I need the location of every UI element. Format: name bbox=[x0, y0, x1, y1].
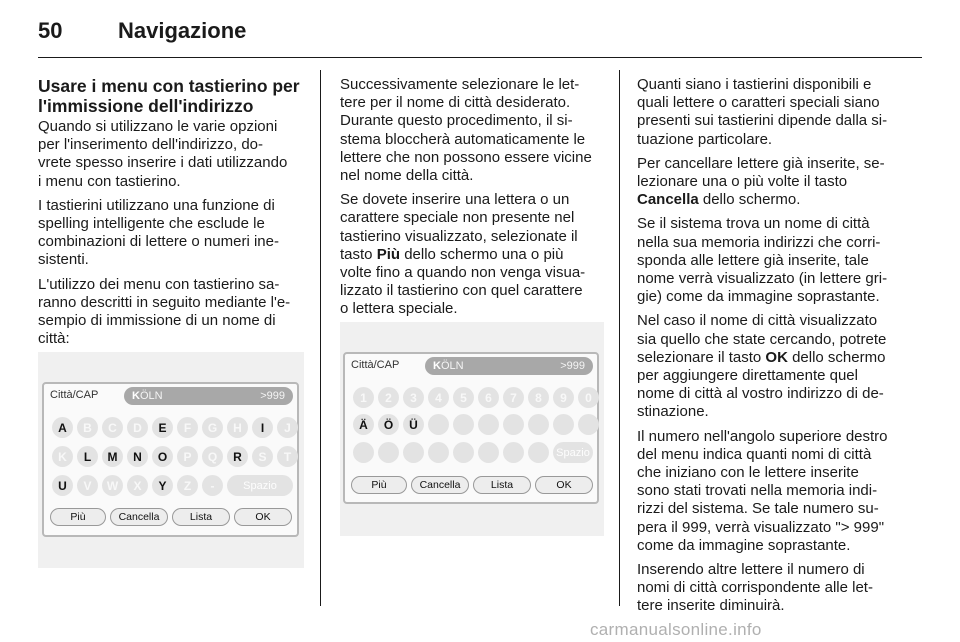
keypad-key[interactable]: V bbox=[77, 475, 98, 496]
keypad-key[interactable]: G bbox=[202, 417, 223, 438]
column-3 bbox=[637, 76, 903, 622]
text-line: per l'inserimento dell'indirizzo, do- bbox=[38, 136, 263, 154]
keypad-key[interactable]: B bbox=[77, 417, 98, 438]
text-line: sistenti. bbox=[38, 251, 89, 269]
text-line: lezionare una o più volte il tasto bbox=[637, 173, 848, 191]
keypad-key[interactable]: 0 bbox=[578, 387, 599, 408]
column-2 bbox=[340, 76, 604, 325]
text-line: ranno descritti in seguito mediante l'e- bbox=[38, 293, 291, 311]
section-title: Navigazione bbox=[118, 18, 247, 43]
keypad-key[interactable]: R bbox=[227, 446, 248, 467]
keypad-input-field bbox=[425, 357, 593, 375]
text-line: dello schermo bbox=[787, 348, 886, 366]
text-line: sono stati trovati nella memoria indi- bbox=[637, 482, 878, 500]
text-line: pera il 999, verrà visualizzato "> 999" bbox=[637, 518, 885, 536]
text-line: Se dovete inserire una lettera o un bbox=[340, 191, 570, 209]
keypad-key[interactable]: Y bbox=[152, 475, 173, 496]
keypad-key[interactable]: Ö bbox=[378, 414, 399, 435]
text-line: Durante questo procedimento, il si- bbox=[340, 112, 573, 130]
text-line: dello schermo. bbox=[698, 191, 801, 209]
text-line: lizzato il tastierino con quel carattere bbox=[340, 282, 583, 300]
keypad-key[interactable]: I bbox=[252, 417, 273, 438]
text-line: come da immagine soprastante. bbox=[637, 536, 851, 554]
ok-button[interactable]: OK bbox=[535, 476, 593, 494]
special-keypad-screenshot bbox=[343, 352, 599, 504]
text-line: Quanti siano i tastierini disponibili e bbox=[637, 76, 872, 93]
keypad-key[interactable]: Ä bbox=[353, 414, 374, 435]
header-rule bbox=[38, 57, 922, 58]
subheading-line: Usare i menu con tastierino per bbox=[38, 76, 300, 96]
text-line: rizzi del sistema. Se tale numero su- bbox=[637, 500, 879, 518]
paragraph bbox=[637, 155, 903, 210]
keypad-key[interactable]: S bbox=[252, 446, 273, 467]
text-line: dello schermo una o più bbox=[400, 245, 564, 263]
keypad-key[interactable]: Ü bbox=[403, 414, 424, 435]
text-line: per aggiungere direttamente quel bbox=[637, 367, 858, 385]
text-line: spelling intelligente che esclude le bbox=[38, 215, 265, 233]
text-line: i menu con tastierino. bbox=[38, 172, 181, 190]
keypad-key[interactable] bbox=[528, 414, 549, 435]
keypad-key[interactable]: P bbox=[177, 446, 198, 467]
input-suggestion: ÖLN bbox=[139, 390, 163, 402]
input-suggestion: ÖLN bbox=[440, 360, 464, 372]
text-line: selezionare il tasto bbox=[637, 348, 766, 366]
keypad-key[interactable]: H bbox=[227, 417, 248, 438]
keypad-key[interactable]: J bbox=[277, 417, 298, 438]
paragraph bbox=[637, 561, 903, 616]
text-line: tuazione particolare. bbox=[637, 130, 773, 148]
text-line: vrete spesso inserire i dati utilizzando bbox=[38, 154, 288, 172]
text-line: gie) come da immagine soprastante. bbox=[637, 288, 880, 306]
keypad-key[interactable]: 2 bbox=[378, 387, 399, 408]
subheading bbox=[38, 76, 306, 116]
input-typed-letter: K bbox=[132, 390, 140, 402]
page-header bbox=[38, 18, 246, 48]
keypad-key[interactable] bbox=[503, 414, 524, 435]
keypad-key[interactable]: 7 bbox=[503, 387, 524, 408]
keypad-key[interactable] bbox=[453, 442, 474, 463]
paragraph bbox=[340, 76, 604, 185]
text-line: che iniziano con le lettere inserite bbox=[637, 464, 859, 482]
paragraph bbox=[38, 276, 306, 349]
text-line: stema bloccherà automaticamente le bbox=[340, 130, 586, 148]
keypad-key[interactable] bbox=[428, 442, 449, 463]
keypad-key[interactable]: 3 bbox=[403, 387, 424, 408]
match-count: >999 bbox=[260, 390, 285, 402]
column-1 bbox=[38, 76, 306, 354]
text-line: tastierino visualizzato, selezionate il bbox=[340, 227, 578, 245]
paragraph bbox=[637, 312, 903, 421]
subheading-line: l'immissione dell'indirizzo bbox=[38, 96, 254, 116]
paragraph bbox=[340, 191, 604, 318]
text-line: tere per il nome di città desiderato. bbox=[340, 94, 571, 112]
keypad-key[interactable]: 1 bbox=[353, 387, 374, 408]
key-name-piu: Più bbox=[376, 245, 401, 263]
keypad-key[interactable]: L bbox=[77, 446, 98, 467]
keypad-key[interactable]: 8 bbox=[528, 387, 549, 408]
text-line: Per cancellare lettere già inserite, se- bbox=[637, 154, 885, 172]
keypad-key[interactable]: E bbox=[152, 417, 173, 438]
text-line: del menu indica quanti nomi di città bbox=[637, 445, 872, 463]
text-line: I tastierini utilizzano una funzione di bbox=[38, 196, 275, 214]
column-divider bbox=[320, 70, 321, 606]
keypad-title: Città/CAP bbox=[351, 359, 400, 371]
text-line: quali lettere o caratteri speciali siano bbox=[637, 94, 880, 112]
text-line: L'utilizzo dei menu con tastierino sa- bbox=[38, 275, 280, 293]
text-line: lettere che non possono essere vicine bbox=[340, 148, 592, 166]
keypad-key[interactable] bbox=[478, 414, 499, 435]
text-line: tere inserite diminuirà. bbox=[637, 597, 785, 615]
watermark: carmanualsonline.info bbox=[590, 620, 762, 639]
text-line: tasto bbox=[340, 245, 377, 263]
keypad-key[interactable]: 9 bbox=[553, 387, 574, 408]
key-name-cancella: Cancella bbox=[637, 191, 699, 209]
keypad-key[interactable]: 4 bbox=[428, 387, 449, 408]
text-line: Quando si utilizzano le varie opzioni bbox=[38, 118, 278, 135]
text-line: Inserendo altre lettere il numero di bbox=[637, 561, 865, 579]
paragraph bbox=[637, 76, 903, 149]
text-line: Il numero nell'angolo superiore destro bbox=[637, 427, 888, 445]
more-button[interactable]: Più bbox=[50, 508, 106, 526]
input-typed-letter: K bbox=[433, 360, 441, 372]
column-divider bbox=[619, 70, 620, 606]
keypad-key[interactable] bbox=[528, 442, 549, 463]
text-line: combinazioni di lettere o numeri ine- bbox=[38, 233, 279, 251]
text-line: Successivamente selezionare le let- bbox=[340, 76, 580, 93]
list-button[interactable]: Lista bbox=[473, 476, 531, 494]
keypad-key[interactable]: U bbox=[52, 475, 73, 496]
keypad-key[interactable]: Q bbox=[202, 446, 223, 467]
page-number: 50 bbox=[38, 18, 63, 43]
key-name-ok: OK bbox=[765, 348, 788, 366]
text-line: nella sua memoria indirizzi che corri- bbox=[637, 233, 881, 251]
keypad-key[interactable] bbox=[503, 442, 524, 463]
text-line: città: bbox=[38, 330, 70, 348]
list-button[interactable]: Lista bbox=[172, 508, 230, 526]
space-key[interactable]: Spazio bbox=[227, 475, 293, 496]
keypad-key[interactable] bbox=[428, 414, 449, 435]
paragraph bbox=[38, 118, 306, 191]
paragraph bbox=[637, 215, 903, 306]
text-line: nome verrà visualizzato (in lettere gri- bbox=[637, 270, 888, 288]
keypad-key[interactable]: Z bbox=[177, 475, 198, 496]
keypad-key[interactable]: X bbox=[127, 475, 148, 496]
text-line: Se il sistema trova un nome di città bbox=[637, 215, 870, 233]
delete-button[interactable]: Cancella bbox=[411, 476, 469, 494]
letter-keypad-screenshot bbox=[42, 382, 299, 537]
text-line: Nel caso il nome di città visualizzato bbox=[637, 312, 878, 330]
keypad-key[interactable]: C bbox=[102, 417, 123, 438]
ok-button[interactable]: OK bbox=[234, 508, 292, 526]
keypad-key[interactable] bbox=[453, 414, 474, 435]
keypad-key[interactable] bbox=[578, 414, 599, 435]
keypad-key[interactable] bbox=[553, 414, 574, 435]
text-line: sponda alle lettere già inserite, tale bbox=[637, 251, 869, 269]
keypad-key[interactable]: O bbox=[152, 446, 173, 467]
space-key[interactable]: Spazio bbox=[553, 442, 593, 463]
keypad-key[interactable]: - bbox=[202, 475, 223, 496]
match-count: >999 bbox=[560, 360, 585, 372]
text-line: stinazione. bbox=[637, 403, 709, 421]
keypad-key[interactable]: 5 bbox=[453, 387, 474, 408]
keypad-key[interactable]: F bbox=[177, 417, 198, 438]
text-line: o lettera speciale. bbox=[340, 300, 458, 318]
text-line: sia quello che state cercando, potrete bbox=[637, 330, 887, 348]
text-line: nomi di città corrispondente alle let- bbox=[637, 579, 873, 597]
text-line: volte fino a quando non venga visua- bbox=[340, 264, 586, 282]
text-line: nome di città al vostro indirizzo di de- bbox=[637, 385, 884, 403]
keypad-key[interactable]: T bbox=[277, 446, 298, 467]
text-line: sempio di immissione di un nome di bbox=[38, 312, 276, 330]
keypad-key[interactable]: M bbox=[102, 446, 123, 467]
keypad-key[interactable]: D bbox=[127, 417, 148, 438]
text-line: nel nome della città. bbox=[340, 167, 474, 185]
more-button[interactable]: Più bbox=[351, 476, 407, 494]
keypad-title: Città/CAP bbox=[50, 389, 99, 401]
keypad-key[interactable]: 6 bbox=[478, 387, 499, 408]
keypad-key[interactable]: A bbox=[52, 417, 73, 438]
keypad-key[interactable] bbox=[353, 442, 374, 463]
paragraph bbox=[38, 197, 306, 270]
text-line: presenti sui tastierini dipende dalla si- bbox=[637, 112, 888, 130]
delete-button[interactable]: Cancella bbox=[110, 508, 168, 526]
keypad-key[interactable] bbox=[478, 442, 499, 463]
text-line: carattere speciale non presente nel bbox=[340, 209, 575, 227]
keypad-key[interactable] bbox=[403, 442, 424, 463]
keypad-key[interactable]: W bbox=[102, 475, 123, 496]
keypad-input-field bbox=[124, 387, 293, 405]
keypad-key[interactable]: K bbox=[52, 446, 73, 467]
keypad-key[interactable]: N bbox=[127, 446, 148, 467]
keypad-key[interactable] bbox=[378, 442, 399, 463]
paragraph bbox=[637, 428, 903, 555]
